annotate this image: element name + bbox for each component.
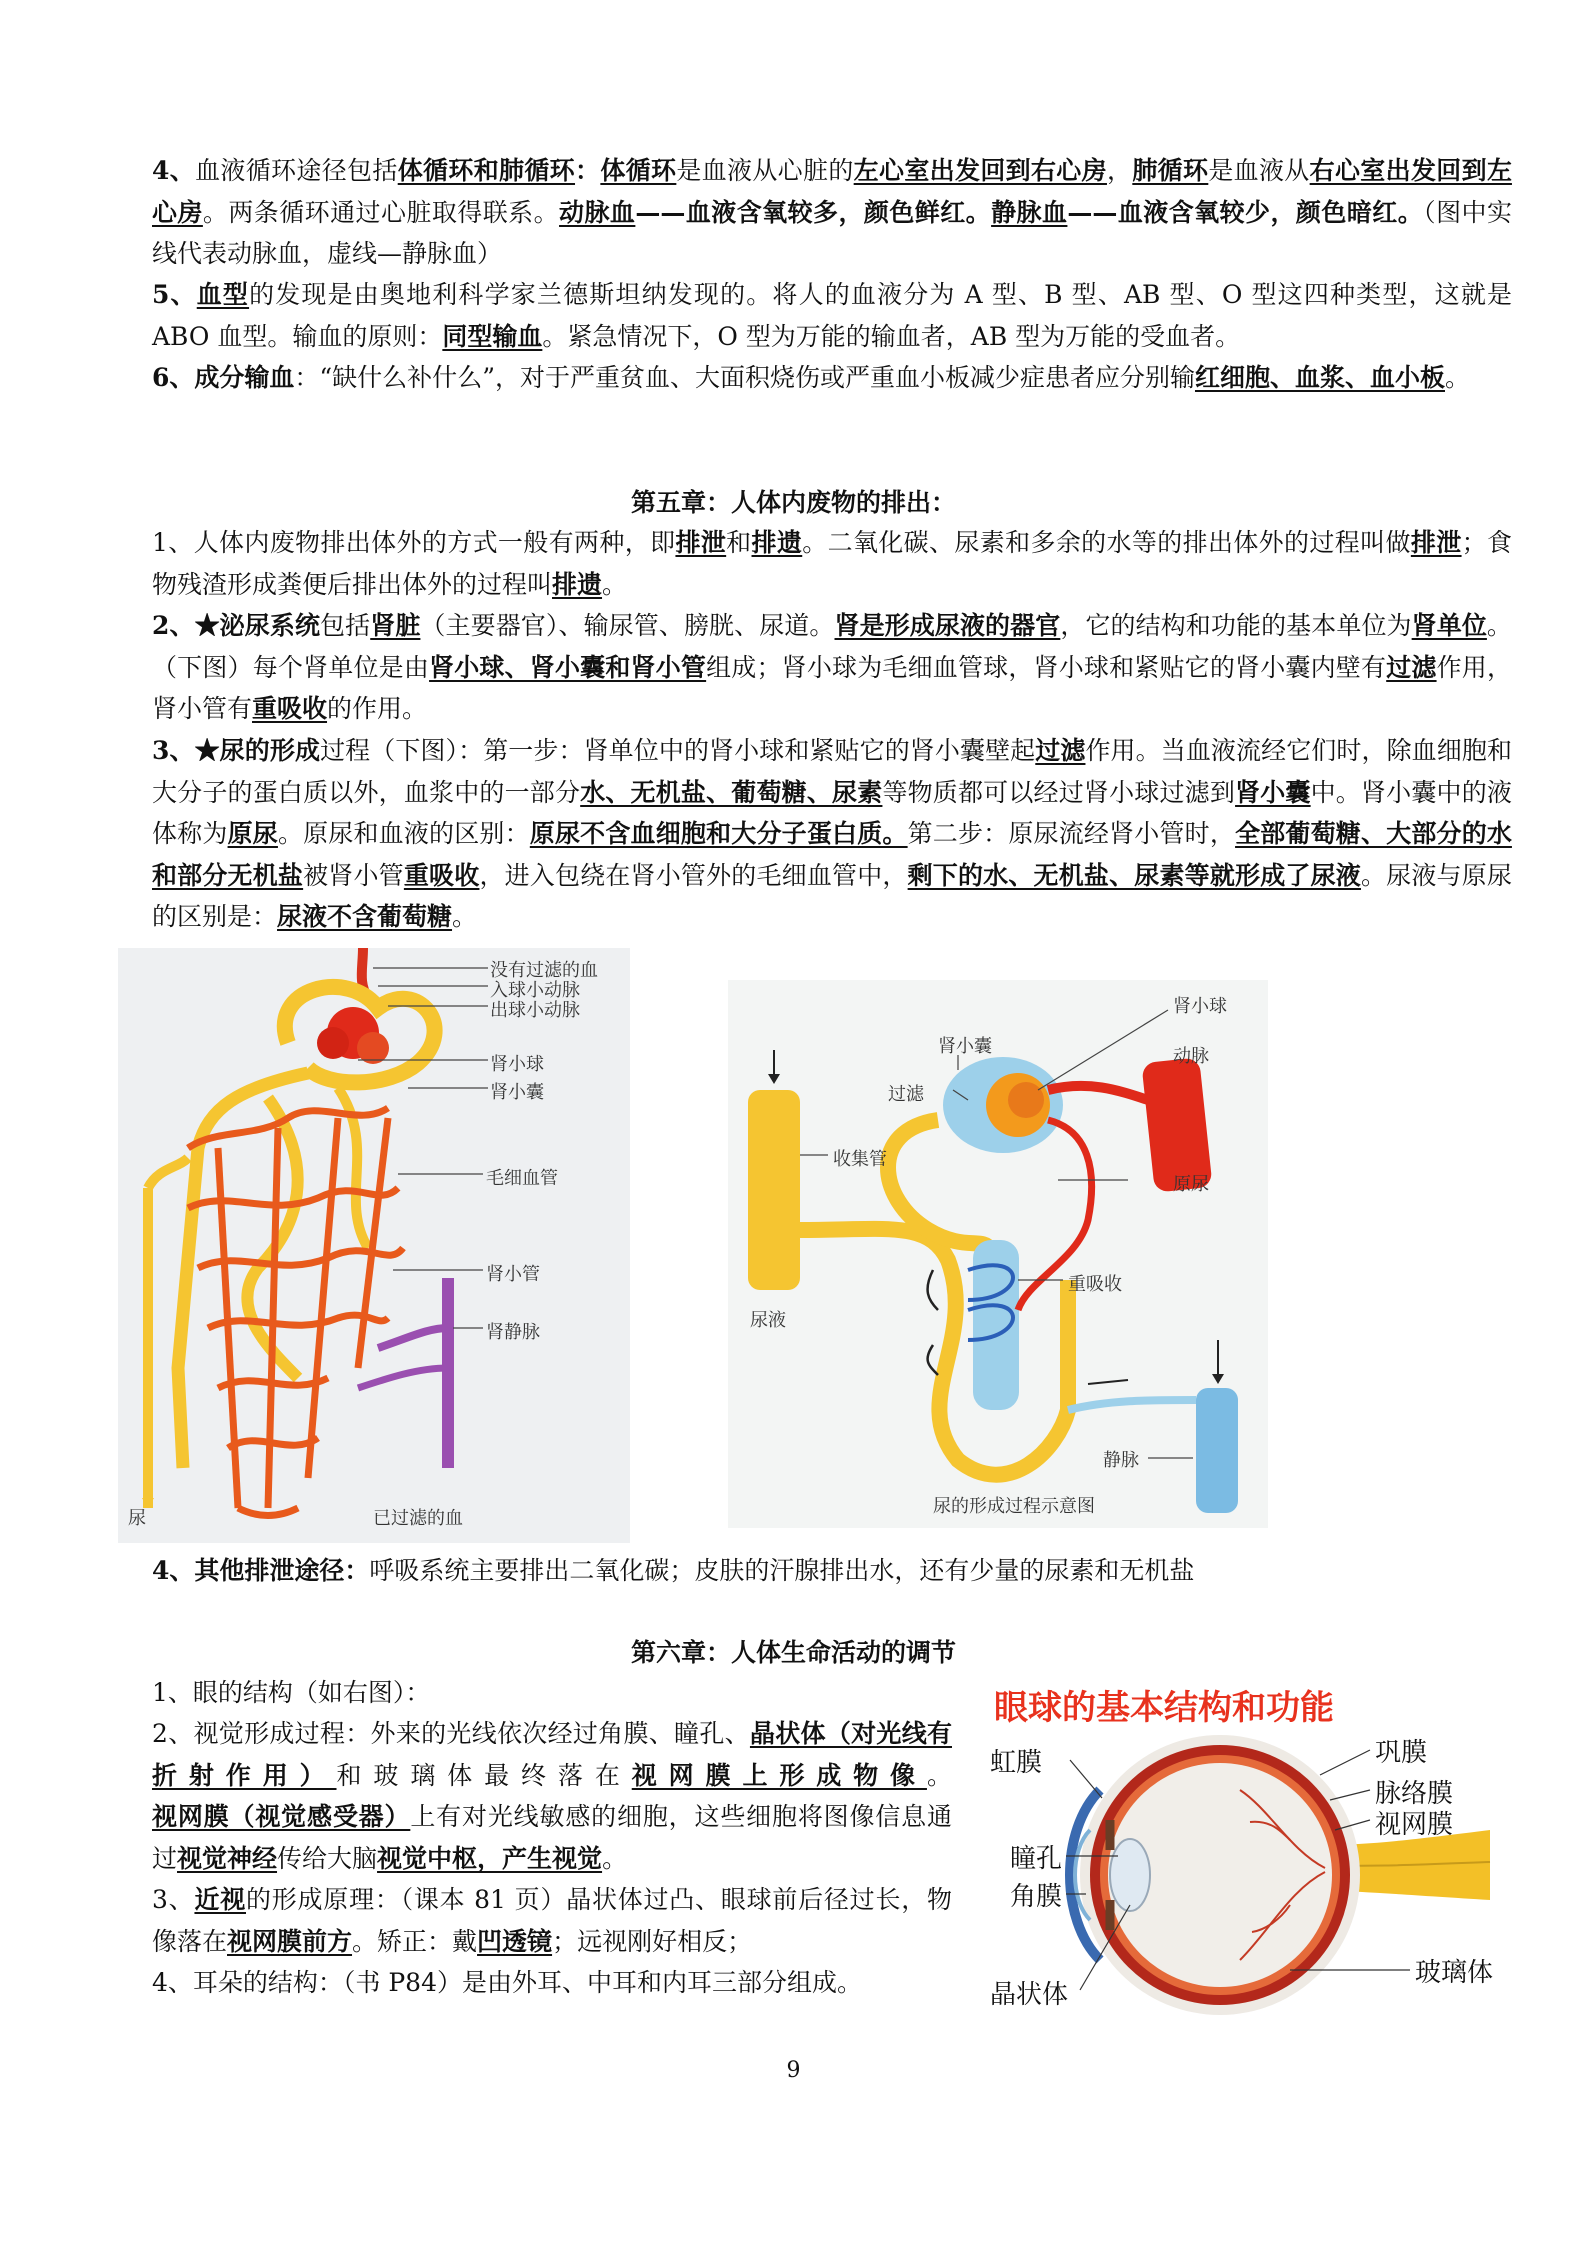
urine-formation-figure (728, 980, 1268, 1528)
para-blood-type: 5、血型的发现是由奥地利科学家兰德斯坦纳发现的。将人的血液分为 A 型、B 型、AB 型、O 型这四种类型，这就是 ABO 血型。输血的原则：同型输血。紧急情况下，O 型为万能的输血者，AB 型为万能的受血者。 (152, 280, 1512, 351)
label-glomerulus: 肾小球 (1173, 996, 1227, 1017)
label-reabsorption: 重吸收 (1068, 1274, 1122, 1295)
para-blood-circulation: 4、血液循环途径包括体循环和肺循环：体循环是血液从心脏的左心室出发回到右心房，肺循环是血液从右心室出发回到左心房。两条循环通过心脏取得联系。动脉血——血液含氧较多，颜色鲜红。静脉血——血液含氧较少，颜色暗红。（图中实线代表动脉血，虚线—静脉血） (152, 156, 1512, 268)
label-filtration: 过滤 (888, 1084, 924, 1105)
figure-caption: 尿的形成过程示意图 (933, 1496, 1095, 1517)
label-efferent-arteriole: 出球小动脉 (490, 1000, 580, 1021)
label-unfiltered-blood: 没有过滤的血 (490, 960, 598, 981)
label-retina: 视网膜 (1375, 1810, 1454, 1840)
chapter5-title: 第五章：人体内废物的排出： (630, 488, 956, 517)
label-cornea: 角膜 (1010, 1882, 1063, 1912)
para-vision-formation: 2、视觉形成过程：外来的光线依次经过角膜、瞳孔、晶状体（对光线有折射作用）和玻璃体最终落在视网膜上形成物像。视网膜（视觉感受器）上有对光线敏感的细胞，这些细胞将图像信息通过视觉神经传给大脑视觉中枢，产生视觉。 (152, 1719, 952, 1873)
para-component-transfusion: 6、成分输血：“缺什么补什么”，对于严重贫血、大面积烧伤或严重血小板减少症患者应分别输红细胞、血浆、血小板。 (152, 363, 1471, 392)
label-bowman-capsule: 肾小囊 (490, 1082, 544, 1103)
label-filtered-blood: 已过滤的血 (373, 1508, 463, 1529)
para-ear-structure: 4、耳朵的结构：（书 P84）是由外耳、中耳和内耳三部分组成。 (152, 1968, 862, 1997)
label-primary-urine: 原尿 (1173, 1174, 1209, 1195)
label-pupil: 瞳孔 (1010, 1844, 1063, 1874)
label-glomerulus: 肾小球 (490, 1054, 544, 1075)
label-capillaries: 毛细血管 (486, 1168, 558, 1189)
para-other-excretion: 4、其他排泄途径：呼吸系统主要排出二氧化碳；皮肤的汗腺排出水，还有少量的尿素和无机盐 (152, 1556, 1195, 1585)
label-iris: 虹膜 (990, 1748, 1043, 1778)
eye-figure-title: 眼球的基本结构和功能 (994, 1688, 1334, 1728)
para-excretion-ways: 1、人体内废物排出体外的方式一般有两种，即排泄和排遗。二氧化碳、尿素和多余的水等的排出体外的过程叫做排泄；食物残渣形成粪便后排出体外的过程叫排遗。 (152, 528, 1512, 599)
label-lens: 晶状体 (990, 1980, 1069, 2010)
label-renal-vein: 肾静脉 (486, 1322, 540, 1343)
eye-figure (990, 1680, 1525, 2035)
nephron-figure (118, 948, 630, 1543)
page-number: 9 (786, 2058, 801, 2083)
label-artery: 动脉 (1173, 1046, 1209, 1067)
para-myopia: 3、近视的形成原理：（课本 81 页）晶状体过凸、眼球前后径过长，物像落在视网膜前方。矫正：戴凹透镜；远视刚好相反； (152, 1885, 952, 1956)
para-eye-structure: 1、眼的结构（如右图）： (152, 1678, 431, 1707)
label-bowman-capsule: 肾小囊 (938, 1036, 992, 1057)
label-urine: 尿 (128, 1508, 146, 1529)
item-number: 4、 (152, 156, 196, 185)
para-urine-formation: 3、★尿的形成过程（下图）：第一步：肾单位中的肾小球和紧贴它的肾小囊壁起过滤作用。当血液流经它们时，除血细胞和大分子的蛋白质以外，血浆中的一部分水、无机盐、葡萄糖、尿素等物质都可以经过肾小球过滤到肾小囊中。肾小囊中的液体称为原尿。原尿和血液的区别：原尿不含血细胞和大分子蛋白质。第二步：原尿流经肾小管时，全部葡萄糖、大部分的水和部分无机盐被肾小管重吸收，进入包绕在肾小管外的毛细血管中，剩下的水、无机盐、尿素等就形成了尿液。尿液与原尿的区别是：尿液不含葡萄糖。 (152, 736, 1512, 931)
para-urinary-system: 2、★泌尿系统包括肾脏（主要器官）、输尿管、膀胱、尿道。肾是形成尿液的器官，它的结构和功能的基本单位为肾单位。（下图）每个肾单位是由肾小球、肾小囊和肾小管组成；肾小球为毛细血管球，肾小球和紧贴它的肾小囊内壁有过滤作用，肾小管有重吸收的作用。 (152, 611, 1512, 723)
label-choroid: 脉络膜 (1375, 1779, 1454, 1809)
label-vein: 静脉 (1103, 1450, 1139, 1471)
label-renal-tubule: 肾小管 (486, 1264, 540, 1285)
nephron-illustration (118, 948, 630, 1543)
label-vitreous: 玻璃体 (1415, 1958, 1494, 1988)
label-urine: 尿液 (750, 1310, 786, 1331)
label-afferent-arteriole: 入球小动脉 (490, 980, 580, 1001)
label-collecting-duct: 收集管 (833, 1149, 887, 1170)
label-sclera: 巩膜 (1375, 1738, 1428, 1768)
chapter6-title: 第六章：人体生命活动的调节 (630, 1638, 956, 1667)
